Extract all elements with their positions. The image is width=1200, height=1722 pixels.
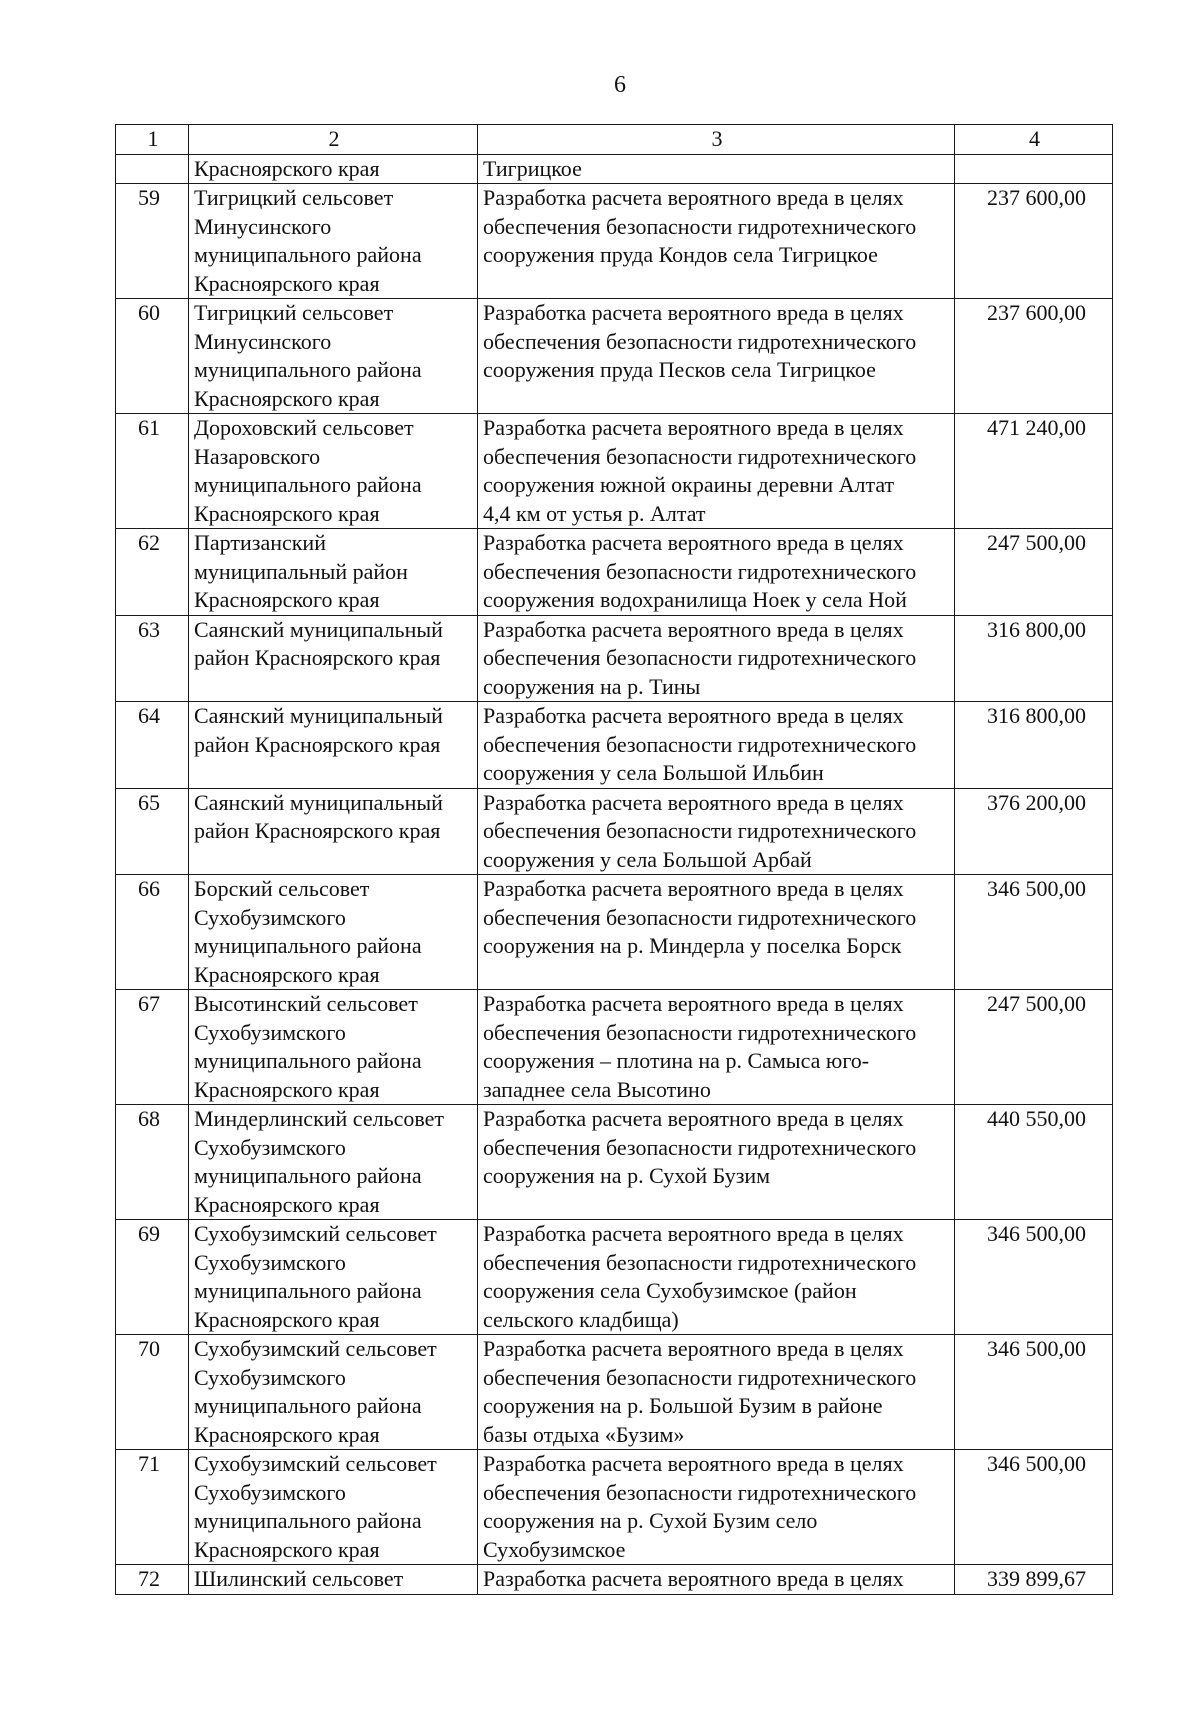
row-number [116,154,189,184]
row-recipient: Саянский муниципальный район Красноярского края [189,788,478,875]
row-recipient: Партизанский муниципальный район Красноярского края [189,529,478,616]
row-amount: 346 500,00 [955,1450,1113,1565]
row-number: 62 [116,529,189,616]
table-row [116,875,1113,990]
page-number: 6 [614,72,626,98]
row-recipient: Дороховский сельсовет Назаровского муниципального района Красноярского края [189,414,478,529]
row-purpose: Разработка расчета вероятного вреда в целях обеспечения безопасности гидротехнического сооружения на р. Миндерла у поселка Борск [478,875,955,990]
header-col-recipient: 2 [189,125,478,155]
row-amount: 237 600,00 [955,184,1113,299]
row-recipient: Сухобузимский сельсовет Сухобузимского муниципального района Красноярского края [189,1220,478,1335]
row-amount: 346 500,00 [955,875,1113,990]
row-number: 59 [116,184,189,299]
row-purpose: Разработка расчета вероятного вреда в целях обеспечения безопасности гидротехнического сооружения у села Большой Ильбин [478,702,955,789]
row-amount: 440 550,00 [955,1105,1113,1220]
row-amount: 237 600,00 [955,299,1113,414]
row-amount: 247 500,00 [955,990,1113,1105]
table-row [116,615,1113,702]
row-recipient: Тигрицкий сельсовет Минусинского муниципального района Красноярского края [189,184,478,299]
row-number: 66 [116,875,189,990]
subsidy-table [115,124,1113,1595]
row-amount: 346 500,00 [955,1220,1113,1335]
table-row [116,1450,1113,1565]
table-row [116,990,1113,1105]
row-number: 60 [116,299,189,414]
row-amount: 471 240,00 [955,414,1113,529]
row-recipient: Шилинский сельсовет [189,1565,478,1595]
row-purpose: Разработка расчета вероятного вреда в целях обеспечения безопасности гидротехнического сооружения на р. Сухой Бузим село Сухобузимское [478,1450,955,1565]
row-number: 63 [116,615,189,702]
table-row-continuation [116,154,1113,184]
row-recipient: Борский сельсовет Сухобузимского муниципального района Красноярского края [189,875,478,990]
row-purpose: Разработка расчета вероятного вреда в целях обеспечения безопасности гидротехнического сооружения у села Большой Арбай [478,788,955,875]
header-col-purpose: 3 [478,125,955,155]
row-number: 71 [116,1450,189,1565]
table-row [116,414,1113,529]
table-row [116,184,1113,299]
row-recipient: Сухобузимский сельсовет Сухобузимского муниципального района Красноярского края [189,1335,478,1450]
row-recipient: Сухобузимский сельсовет Сухобузимского муниципального района Красноярского края [189,1450,478,1565]
table-row [116,788,1113,875]
table-header-row [116,125,1113,155]
row-recipient: Красноярского края [189,154,478,184]
row-number: 65 [116,788,189,875]
row-recipient: Саянский муниципальный район Красноярского края [189,615,478,702]
table-body [116,154,1113,1594]
row-number: 68 [116,1105,189,1220]
row-amount: 376 200,00 [955,788,1113,875]
row-number: 61 [116,414,189,529]
row-purpose: Разработка расчета вероятного вреда в целях обеспечения безопасности гидротехнического сооружения на р. Тины [478,615,955,702]
table-row [116,529,1113,616]
row-amount: 339 899,67 [955,1565,1113,1595]
table-row [116,1565,1113,1595]
table-row [116,299,1113,414]
table-row [116,1105,1113,1220]
row-number: 72 [116,1565,189,1595]
row-purpose: Разработка расчета вероятного вреда в целях обеспечения безопасности гидротехнического сооружения на р. Сухой Бузим [478,1105,955,1220]
row-purpose: Разработка расчета вероятного вреда в целях обеспечения безопасности гидротехнического сооружения на р. Большой Бузим в районе базы отдыха «Бузим» [478,1335,955,1450]
header-col-amount: 4 [955,125,1113,155]
header-col-number: 1 [116,125,189,155]
table-row [116,1220,1113,1335]
row-number: 64 [116,702,189,789]
row-purpose: Разработка расчета вероятного вреда в целях обеспечения безопасности гидротехнического сооружения – плотина на р. Самыса юго- западнее села Высотино [478,990,955,1105]
row-recipient: Высотинский сельсовет Сухобузимского муниципального района Красноярского края [189,990,478,1105]
row-purpose: Разработка расчета вероятного вреда в целях обеспечения безопасности гидротехнического сооружения пруда Песков села Тигрицкое [478,299,955,414]
row-amount: 247 500,00 [955,529,1113,616]
row-purpose: Разработка расчета вероятного вреда в целях [478,1565,955,1595]
row-recipient: Миндерлинский сельсовет Сухобузимского муниципального района Красноярского края [189,1105,478,1220]
table-row [116,702,1113,789]
row-number: 67 [116,990,189,1105]
row-purpose: Разработка расчета вероятного вреда в целях обеспечения безопасности гидротехнического сооружения села Сухобузимское (район сельского кладбища) [478,1220,955,1335]
table-row [116,1335,1113,1450]
row-purpose: Тигрицкое [478,154,955,184]
row-purpose: Разработка расчета вероятного вреда в целях обеспечения безопасности гидротехнического сооружения южной окраины деревни Алтат 4,4 км от устья р. Алтат [478,414,955,529]
row-purpose: Разработка расчета вероятного вреда в целях обеспечения безопасности гидротехнического сооружения пруда Кондов села Тигрицкое [478,184,955,299]
row-number: 70 [116,1335,189,1450]
row-amount: 346 500,00 [955,1335,1113,1450]
row-amount [955,154,1113,184]
row-number: 69 [116,1220,189,1335]
row-amount: 316 800,00 [955,615,1113,702]
row-recipient: Саянский муниципальный район Красноярского края [189,702,478,789]
row-recipient: Тигрицкий сельсовет Минусинского муниципального района Красноярского края [189,299,478,414]
row-amount: 316 800,00 [955,702,1113,789]
row-purpose: Разработка расчета вероятного вреда в целях обеспечения безопасности гидротехнического сооружения водохранилища Ноек у села Ной [478,529,955,616]
